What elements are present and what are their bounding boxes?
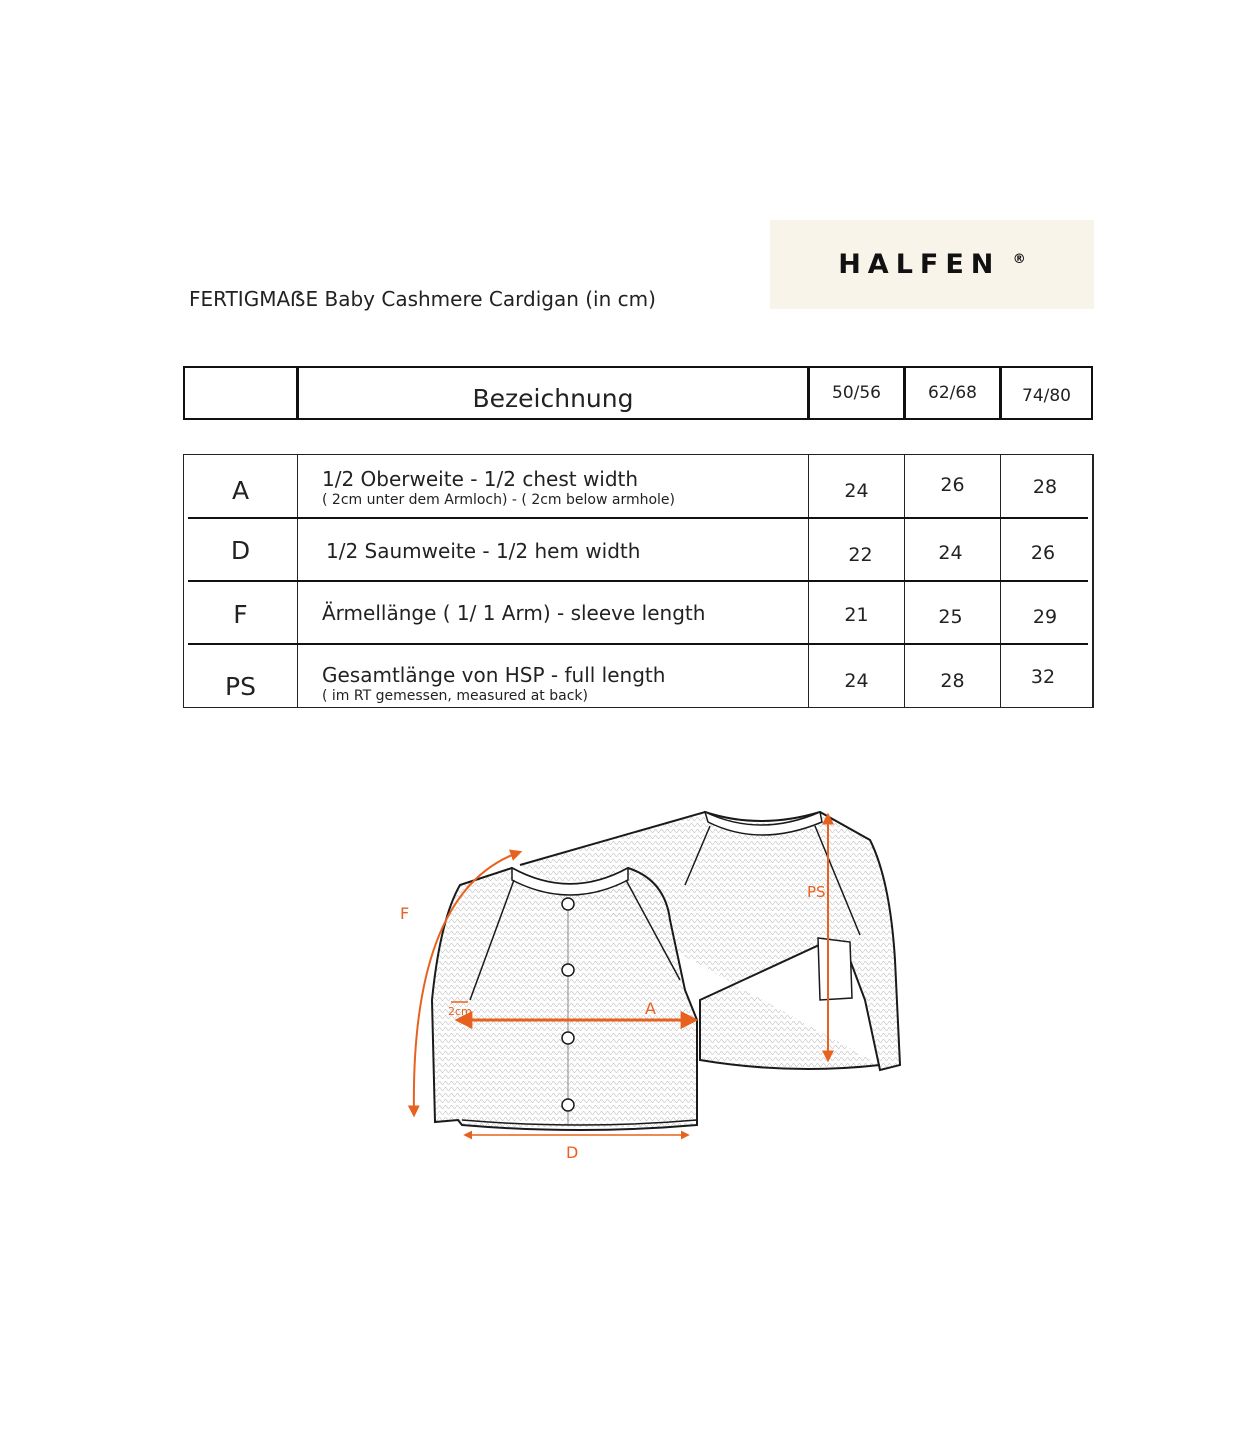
value-a-3: 28 (1032, 476, 1058, 498)
label-ps: PS (807, 883, 826, 901)
page-title: FERTIGMAẞE Baby Cashmere Cardigan (in cm) (189, 287, 656, 311)
value-ps-1: 24 (844, 670, 869, 692)
label-a: A (645, 999, 656, 1018)
measurement-table (183, 454, 1094, 708)
row-desc-f (322, 601, 705, 625)
cardigan-front (432, 868, 697, 1130)
size-header-2: 62/68 (928, 383, 977, 403)
label-f: F (400, 904, 410, 923)
brand-name: HALFEN ® (838, 249, 1026, 280)
row-desc-ps (322, 663, 665, 704)
row-code-f: F (233, 600, 248, 629)
row-label-f: Ärmellänge ( 1/ 1 Arm) - sleeve length (322, 601, 706, 625)
header-label: Bezeichnung (472, 383, 634, 413)
row-label-ps: Gesamtlänge von HSP - full length (322, 663, 666, 687)
value-a-1: 24 (844, 480, 869, 502)
row-code-a: A (231, 476, 250, 505)
row-note-a: ( 2cm unter dem Armloch) - ( 2cm below armhole) (322, 492, 676, 508)
value-d-2: 24 (938, 542, 963, 564)
value-ps-3: 32 (1030, 666, 1056, 688)
table-header (183, 366, 1093, 420)
size-header-3: 74/80 (1022, 386, 1071, 406)
row-note-ps: ( im RT gemessen, measured at back) (322, 688, 588, 704)
cardigan-illustration (380, 790, 920, 1170)
label-2cm: 2cm (448, 1005, 472, 1018)
row-desc-d (326, 539, 640, 563)
label-d: D (566, 1143, 579, 1162)
value-f-1: 21 (844, 604, 869, 626)
row-label-d: 1/2 Saumweite - 1/2 hem width (326, 539, 641, 563)
row-code-ps: PS (225, 672, 256, 701)
row-desc-a (322, 467, 675, 508)
brand-logo (770, 220, 1094, 309)
row-code-d: D (230, 536, 251, 565)
value-ps-2: 28 (940, 670, 965, 692)
size-header-1: 50/56 (832, 383, 881, 403)
value-d-1: 22 (848, 544, 873, 566)
value-a-2: 26 (940, 474, 965, 496)
value-d-3: 26 (1030, 542, 1056, 564)
row-label-a: 1/2 Oberweite - 1/2 chest width (322, 467, 639, 491)
value-f-2: 25 (938, 606, 963, 628)
value-f-3: 29 (1032, 606, 1058, 628)
